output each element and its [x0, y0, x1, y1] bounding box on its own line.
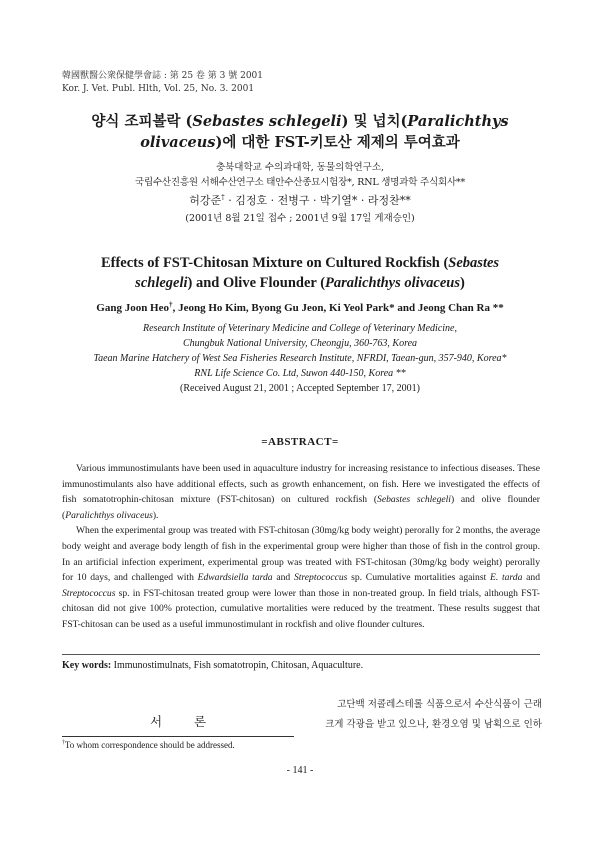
english-title-part: ): [459, 275, 465, 291]
english-authors: [40, 301, 560, 316]
abstract-text: ).: [152, 509, 159, 521]
english-affiliations: [40, 321, 560, 396]
abstract-text: ) and olive flounder (: [62, 494, 540, 521]
korean-title-species: Sebastes schlegeli: [192, 113, 342, 130]
abstract-species: Streptococcus: [293, 572, 348, 584]
dagger-mark: †: [62, 740, 65, 746]
korean-title: [40, 111, 560, 153]
introduction-line: 고단백 저콜레스테롤 식품으로서 수산식품이 근래: [337, 699, 542, 710]
footnote: [62, 739, 235, 752]
abstract-species: Streptococcus: [62, 587, 116, 599]
abstract-species: Paralichthys olivaceus: [65, 509, 153, 521]
footnote-text: To whom correspondence should be addressed.: [64, 740, 235, 750]
korean-affiliation-1: 충북대학교 수의과대학, 동물의학연구소,: [215, 162, 385, 173]
korean-title-part: )에 대한 FST-키토산 제제의 투여효과: [215, 134, 460, 151]
english-title-part: ) and Olive Flounder (: [187, 275, 326, 291]
abstract-divider: [62, 654, 540, 655]
keywords-text: Immunostimulnats, Fish somatotropin, Chitosan, Aquaculture.: [111, 660, 364, 671]
section-heading-introduction: 서 론: [150, 714, 221, 729]
korean-authors: [40, 193, 560, 209]
english-affiliation-4: RNL Life Science Co. Ltd, Suwon 440-150, Korea **: [194, 368, 406, 379]
keywords-label: Key words:: [62, 660, 112, 671]
abstract-body: [62, 461, 540, 633]
english-title-species: schlegeli: [135, 275, 188, 291]
korean-title-species: Paralichthys: [407, 113, 509, 130]
korean-title-part: ) 및 넙치(: [341, 113, 408, 130]
dagger-mark: †: [169, 300, 173, 309]
english-affiliation-2: Chungbuk National University, Cheongju, 360-763, Korea: [182, 338, 418, 349]
page-number: - 141 -: [286, 765, 314, 776]
english-title-species: Paralichthys olivaceus: [325, 275, 460, 291]
korean-author-rest: · 김정호 · 전병구 · 박기열* · 라정찬**: [224, 194, 411, 207]
introduction-text: [312, 695, 542, 735]
korean-dates: (2001년 8월 21일 접수 ; 2001년 9월 17일 게재승인): [185, 213, 415, 224]
korean-affiliation-2: 국립수산진흥원 서해수산연구소 태안수산종묘시험장*, RNL 생명과학 주식회사**: [134, 177, 466, 188]
korean-title-species: olivaceus: [140, 134, 216, 151]
abstract-text: and: [522, 572, 540, 584]
korean-author-first: 허강준: [189, 194, 222, 207]
abstract-species: Sebastes schlegeli: [377, 494, 451, 506]
abstract-paragraph-2: [62, 523, 540, 632]
abstract-text: and: [272, 572, 294, 584]
english-title-species: Sebastes: [448, 255, 500, 271]
abstract-text: When the experimental group was treated with FST-chitosan (30mg/kg body weight) perorally for 2 months, the average body weight and average body length of fish in the experimental group were higher than those of fish in the control group. In an artificial infection experiment, experimental group was treated with FST-chitosan (30mg/kg body weight) perorally for 10 days, and challenged with: [62, 525, 540, 584]
journal-header-korean: 韓國獸醫公衆保健學會誌 : 第 25 卷 第 3 號 2001: [62, 71, 264, 81]
journal-header: [62, 70, 263, 96]
introduction-line: 크게 각광을 받고 있으나, 환경오염 및 남획으로 인하: [325, 719, 542, 730]
english-author-first: Gang Joon Heo: [96, 302, 169, 314]
english-affiliation-3: Taean Marine Hatchery of West Sea Fisheries Research Institute, NFRDI, Taean-gun, 357-940, Korea*: [93, 353, 507, 364]
abstract-heading: =ABSTRACT=: [261, 436, 339, 448]
english-title-part: Effects of FST-Chitosan Mixture on Cultured Rockfish (: [100, 255, 449, 271]
korean-title-part: 양식 조피볼락 (: [91, 113, 193, 130]
abstract-text: Various immunostimulants have been used in aquaculture industry for increasing resistance to infectious diseases. These immunostimulants also have additional effects, such as growth enhancement, on fish. Here we investigated the effects of fish somatotrophin-chitosan mixture (FST-chitosan) on cultured rockfish (: [62, 463, 540, 506]
english-title: [40, 253, 560, 293]
abstract-text: sp. in FST-chitosan treated group were lower than those in non-treated group. In field trials, although FST-chitosan did not give 100% protection, cumulative mortalities were reduced by the treatment. These results suggest that FST-chitosan can be used as a useful immunostimulant in rockfish and olive flounder cultures.: [62, 587, 540, 630]
journal-header-english: Kor. J. Vet. Publ. Hlth, Vol. 25, No. 3. 2001: [62, 84, 255, 94]
abstract-text: sp. Cumulative mortalities against: [347, 572, 490, 584]
footnote-divider: [62, 736, 294, 737]
english-affiliation-1: Research Institute of Veterinary Medicine and College of Veterinary Medicine,: [143, 323, 457, 334]
korean-affiliations: [40, 160, 560, 190]
abstract-species: Edwardsiella tarda: [197, 572, 273, 584]
received-dates: (Received August 21, 2001 ; Accepted September 17, 2001): [180, 383, 420, 394]
english-author-rest: , Jeong Ho Kim, Byong Gu Jeon, Ki Yeol Park* and Jeong Chan Ra **: [172, 302, 504, 314]
abstract-species: E. tarda: [489, 572, 523, 584]
keywords: [62, 659, 363, 673]
dagger-mark: †: [221, 192, 225, 202]
abstract-paragraph-1: [62, 461, 540, 523]
